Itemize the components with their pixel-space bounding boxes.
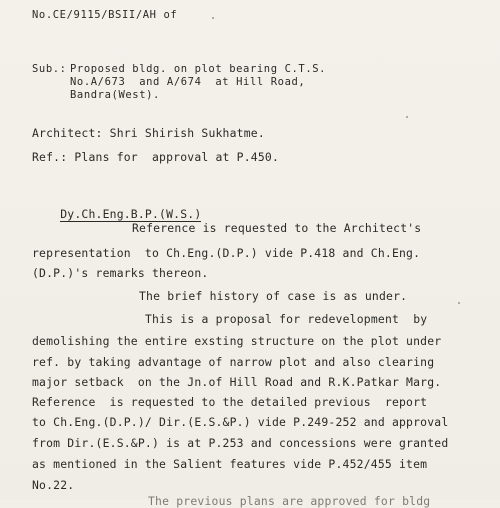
architect-line: Architect: Shri Shirish Sukhatme. [32, 126, 265, 140]
body-line-13: No.22. [32, 478, 75, 492]
reference-number: No.CE/9115/BSII/AH of [32, 9, 178, 21]
paper-speck [406, 116, 408, 118]
paper-speck [212, 17, 214, 19]
body-line-9: Reference is requested to the detailed previous report [32, 395, 428, 409]
body-line-14: The previous plans are approved for bldg [148, 494, 431, 508]
body-line-1: Reference is requested to the Architect's [132, 221, 422, 235]
subject-label: Sub.: [32, 63, 67, 75]
subject-line-1: Proposed bldg. on plot bearing C.T.S. [70, 63, 327, 75]
body-line-4: The brief history of case is as under. [139, 289, 408, 303]
body-line-5: This is a proposal for redevelopment by [145, 312, 428, 326]
paper-speck [458, 302, 460, 304]
subject-line-3: Bandra(West). [70, 89, 160, 101]
body-line-6: demolishing the entire exsting structure on the plot under [32, 334, 442, 348]
body-line-12: as mentioned in the Salient features vide P.452/455 item [32, 457, 428, 471]
body-line-3: (D.P.)'s remarks thereon. [32, 266, 209, 280]
body-line-8: major setback on the Jn.of Hill Road and R.K.Patkar Marg. [32, 375, 442, 389]
body-line-10: to Ch.Eng.(D.P.)/ Dir.(E.S.&P.) vide P.249-252 and approval [32, 415, 449, 429]
body-line-11: from Dir.(E.S.&P.) is at P.253 and concessions were granted [32, 436, 449, 450]
body-line-7: ref. by taking advantage of narrow plot and also clearing [32, 355, 435, 369]
body-line-2: representation to Ch.Eng.(D.P.) vide P.418 and Ch.Eng. [32, 246, 421, 260]
subject-line-2: No.A/673 and A/674 at Hill Road, [70, 76, 306, 88]
reference-line: Ref.: Plans for approval at P.450. [32, 150, 280, 164]
addressee-text: Dy.Ch.Eng.B.P.(W.S.) [60, 207, 202, 221]
